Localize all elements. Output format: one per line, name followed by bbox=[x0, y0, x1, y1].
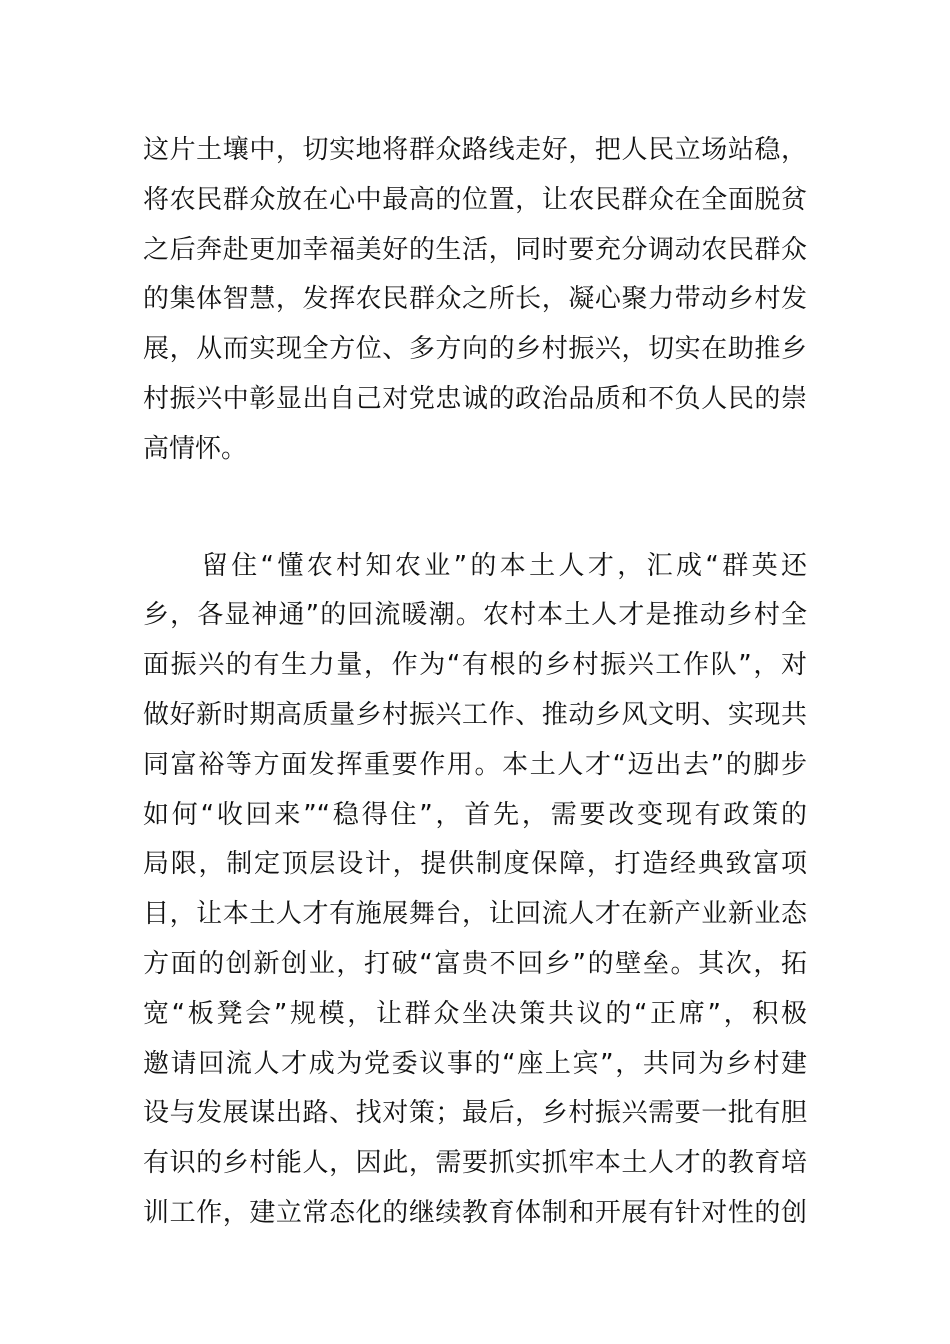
text-line: 方面的创新创业，打破“富贵不回乡”的壁垒。其次，拓 bbox=[143, 948, 807, 979]
text-line: 之后奔赴更加幸福美好的生活，同时要充分调动农民群众 bbox=[143, 234, 807, 265]
text-line: 邀请回流人才成为党委议事的“座上宾”，共同为乡村建 bbox=[143, 1048, 807, 1079]
paragraph-spacer bbox=[143, 475, 807, 542]
text-line: 目，让本土人才有施展舞台，让回流人才在新产业新业态 bbox=[143, 899, 807, 930]
text-line: 村振兴中彰显出自己对党忠诚的政治品质和不负人民的崇 bbox=[143, 383, 807, 414]
text-line: 同富裕等方面发挥重要作用。本土人才“迈出去”的脚步 bbox=[143, 749, 807, 780]
text-line: 的集体智慧，发挥农民群众之所长，凝心聚力带动乡村发 bbox=[143, 284, 807, 315]
paragraph-2 bbox=[143, 542, 807, 1239]
text-line: 将农民群众放在心中最高的位置，让农民群众在全面脱贫 bbox=[143, 184, 807, 215]
text-line: 训工作，建立常态化的继续教育体制和开展有针对性的创 bbox=[143, 1197, 807, 1228]
text-line: 宽“板凳会”规模，让群众坐决策共议的“正席”，积极 bbox=[143, 998, 807, 1029]
document-body bbox=[143, 126, 807, 1239]
text-line: 有识的乡村能人，因此，需要抓实抓牢本土人才的教育培 bbox=[143, 1148, 807, 1179]
text-line: 面振兴的有生力量，作为“有根的乡村振兴工作队”，对 bbox=[143, 650, 807, 681]
text-line: 乡，各显神通”的回流暖潮。农村本土人才是推动乡村全 bbox=[143, 600, 807, 631]
text-line: 如何“收回来”“稳得住”，首先，需要改变现有政策的 bbox=[143, 799, 807, 830]
text-line: 留住“懂农村知农业”的本土人才，汇成“群英还 bbox=[143, 550, 807, 581]
text-line: 设与发展谋出路、找对策；最后，乡村振兴需要一批有胆 bbox=[143, 1098, 807, 1129]
text-line: 做好新时期高质量乡村振兴工作、推动乡风文明、实现共 bbox=[143, 699, 807, 730]
text-line: 这片土壤中，切实地将群众路线走好，把人民立场站稳， bbox=[143, 135, 807, 165]
text-line: 展，从而实现全方位、多方向的乡村振兴，切实在助推乡 bbox=[143, 334, 807, 365]
text-line: 局限，制定顶层设计，提供制度保障，打造经典致富项 bbox=[143, 849, 807, 880]
paragraph-1 bbox=[143, 126, 807, 475]
text-line: 高情怀。 bbox=[143, 433, 248, 464]
